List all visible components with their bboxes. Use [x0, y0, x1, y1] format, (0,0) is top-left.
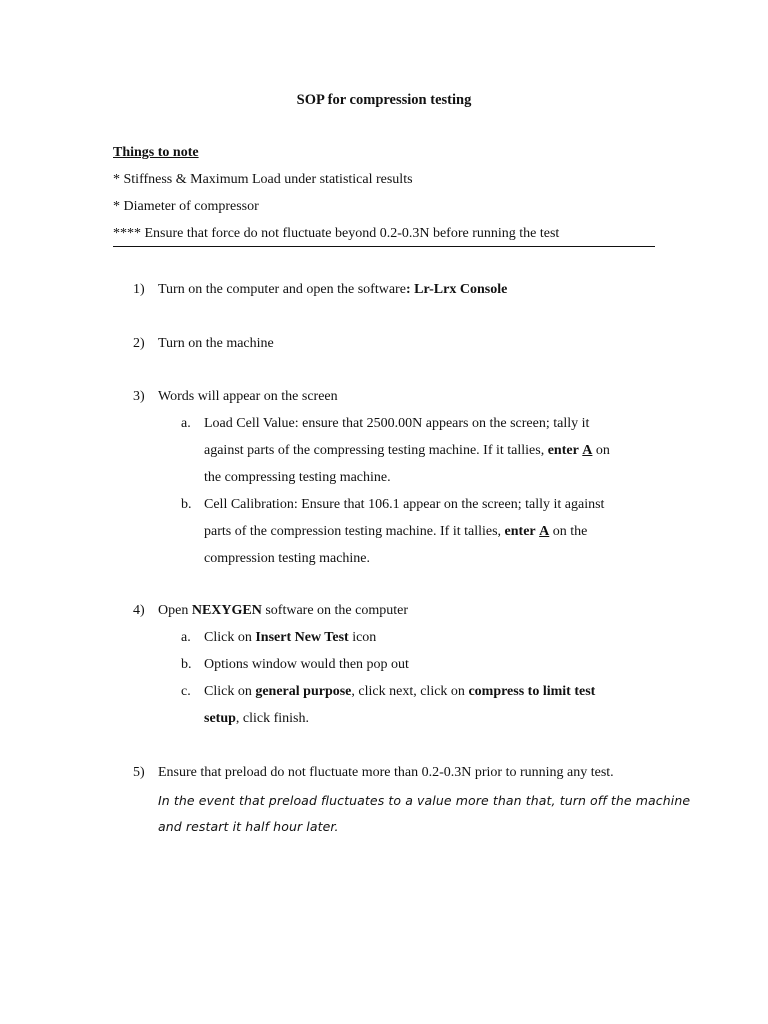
step-4c-line-2 — [204, 711, 309, 727]
step-3b-line-1: Cell Calibration: Ensure that 106.1 appear on the screen; tally it against — [204, 497, 605, 512]
step-3a-enter: enter — [547, 443, 579, 458]
step-1-number: 1) — [133, 282, 145, 297]
step-4c-line-1 — [204, 684, 595, 700]
step-5-number: 5) — [133, 765, 145, 780]
step-3a-line-2-text: against parts of the compressing testing machine. If it tallies, — [204, 443, 545, 458]
step-4a-insert-new-test: Insert New Test — [255, 630, 349, 645]
document-title: SOP for compression testing — [296, 92, 472, 108]
step-1-text — [158, 282, 507, 298]
step-4c-setup: setup — [204, 711, 236, 726]
step-3b-line-3: compression testing machine. — [204, 551, 371, 566]
step-4a-post: icon — [352, 630, 377, 645]
step-3a-letter: a. — [181, 416, 191, 431]
step-4c-letter: c. — [181, 684, 191, 699]
step-4b-text: Options window would then pop out — [204, 657, 409, 672]
step-3b-key-a: A — [539, 524, 550, 539]
step-4-software-name: NEXYGEN — [191, 603, 262, 618]
step-3a-line-2-end: on — [595, 443, 610, 458]
step-3b-line-2-text: parts of the compression testing machine. If it tallies, — [204, 524, 502, 539]
step-3b-line-2-end: on the — [552, 524, 588, 539]
step-1-software-name: : Lr-Lrx Console — [405, 282, 508, 297]
step-4-text — [158, 603, 408, 619]
step-2-text: Turn on the machine — [158, 336, 274, 351]
step-4a-pre: Click on — [204, 630, 252, 645]
step-4c-general-purpose: general purpose — [255, 684, 352, 699]
step-4c-finish: , click finish. — [235, 711, 310, 726]
horizontal-divider — [113, 246, 655, 247]
step-3a-key-a: A — [582, 443, 593, 458]
step-4c-compress-to-limit: compress to limit test — [468, 684, 596, 699]
step-3a-line-3: the compressing testing machine. — [204, 470, 391, 485]
step-2-number: 2) — [133, 336, 145, 351]
step-1-instruction: Turn on the computer and open the software — [158, 282, 406, 297]
step-3a-line-1: Load Cell Value: ensure that 2500.00N appears on the screen; tally it — [204, 416, 590, 431]
step-5-italic-line-2: and restart it half hour later. — [158, 819, 339, 834]
step-3b-line-2 — [204, 524, 587, 540]
step-3b-enter: enter — [504, 524, 536, 539]
step-4c-pre: Click on — [204, 684, 252, 699]
step-5-italic-line-1: In the event that preload fluctuates to a value more than that, turn off the machine — [158, 793, 691, 808]
step-3a-line-2 — [204, 443, 610, 459]
step-4-number: 4) — [133, 603, 145, 618]
step-4b-letter: b. — [181, 657, 192, 672]
notes-heading: Things to note — [113, 145, 199, 160]
note-item-diameter: * Diameter of compressor — [113, 199, 259, 214]
step-3-text: Words will appear on the screen — [158, 389, 338, 404]
step-5-text: Ensure that preload do not fluctuate more than 0.2-0.3N prior to running any test. — [158, 765, 614, 780]
step-4-post: software on the computer — [265, 603, 409, 618]
step-3b-letter: b. — [181, 497, 192, 512]
step-4-pre: Open — [158, 603, 189, 618]
note-item-force-warning: **** Ensure that force do not fluctuate beyond 0.2-0.3N before running the test — [113, 226, 560, 241]
step-4a-text — [204, 630, 376, 646]
step-4c-mid: , click next, click on — [351, 684, 465, 699]
note-item-stiffness: * Stiffness & Maximum Load under statistical results — [113, 172, 413, 187]
step-4a-letter: a. — [181, 630, 191, 645]
step-3-number: 3) — [133, 389, 145, 404]
